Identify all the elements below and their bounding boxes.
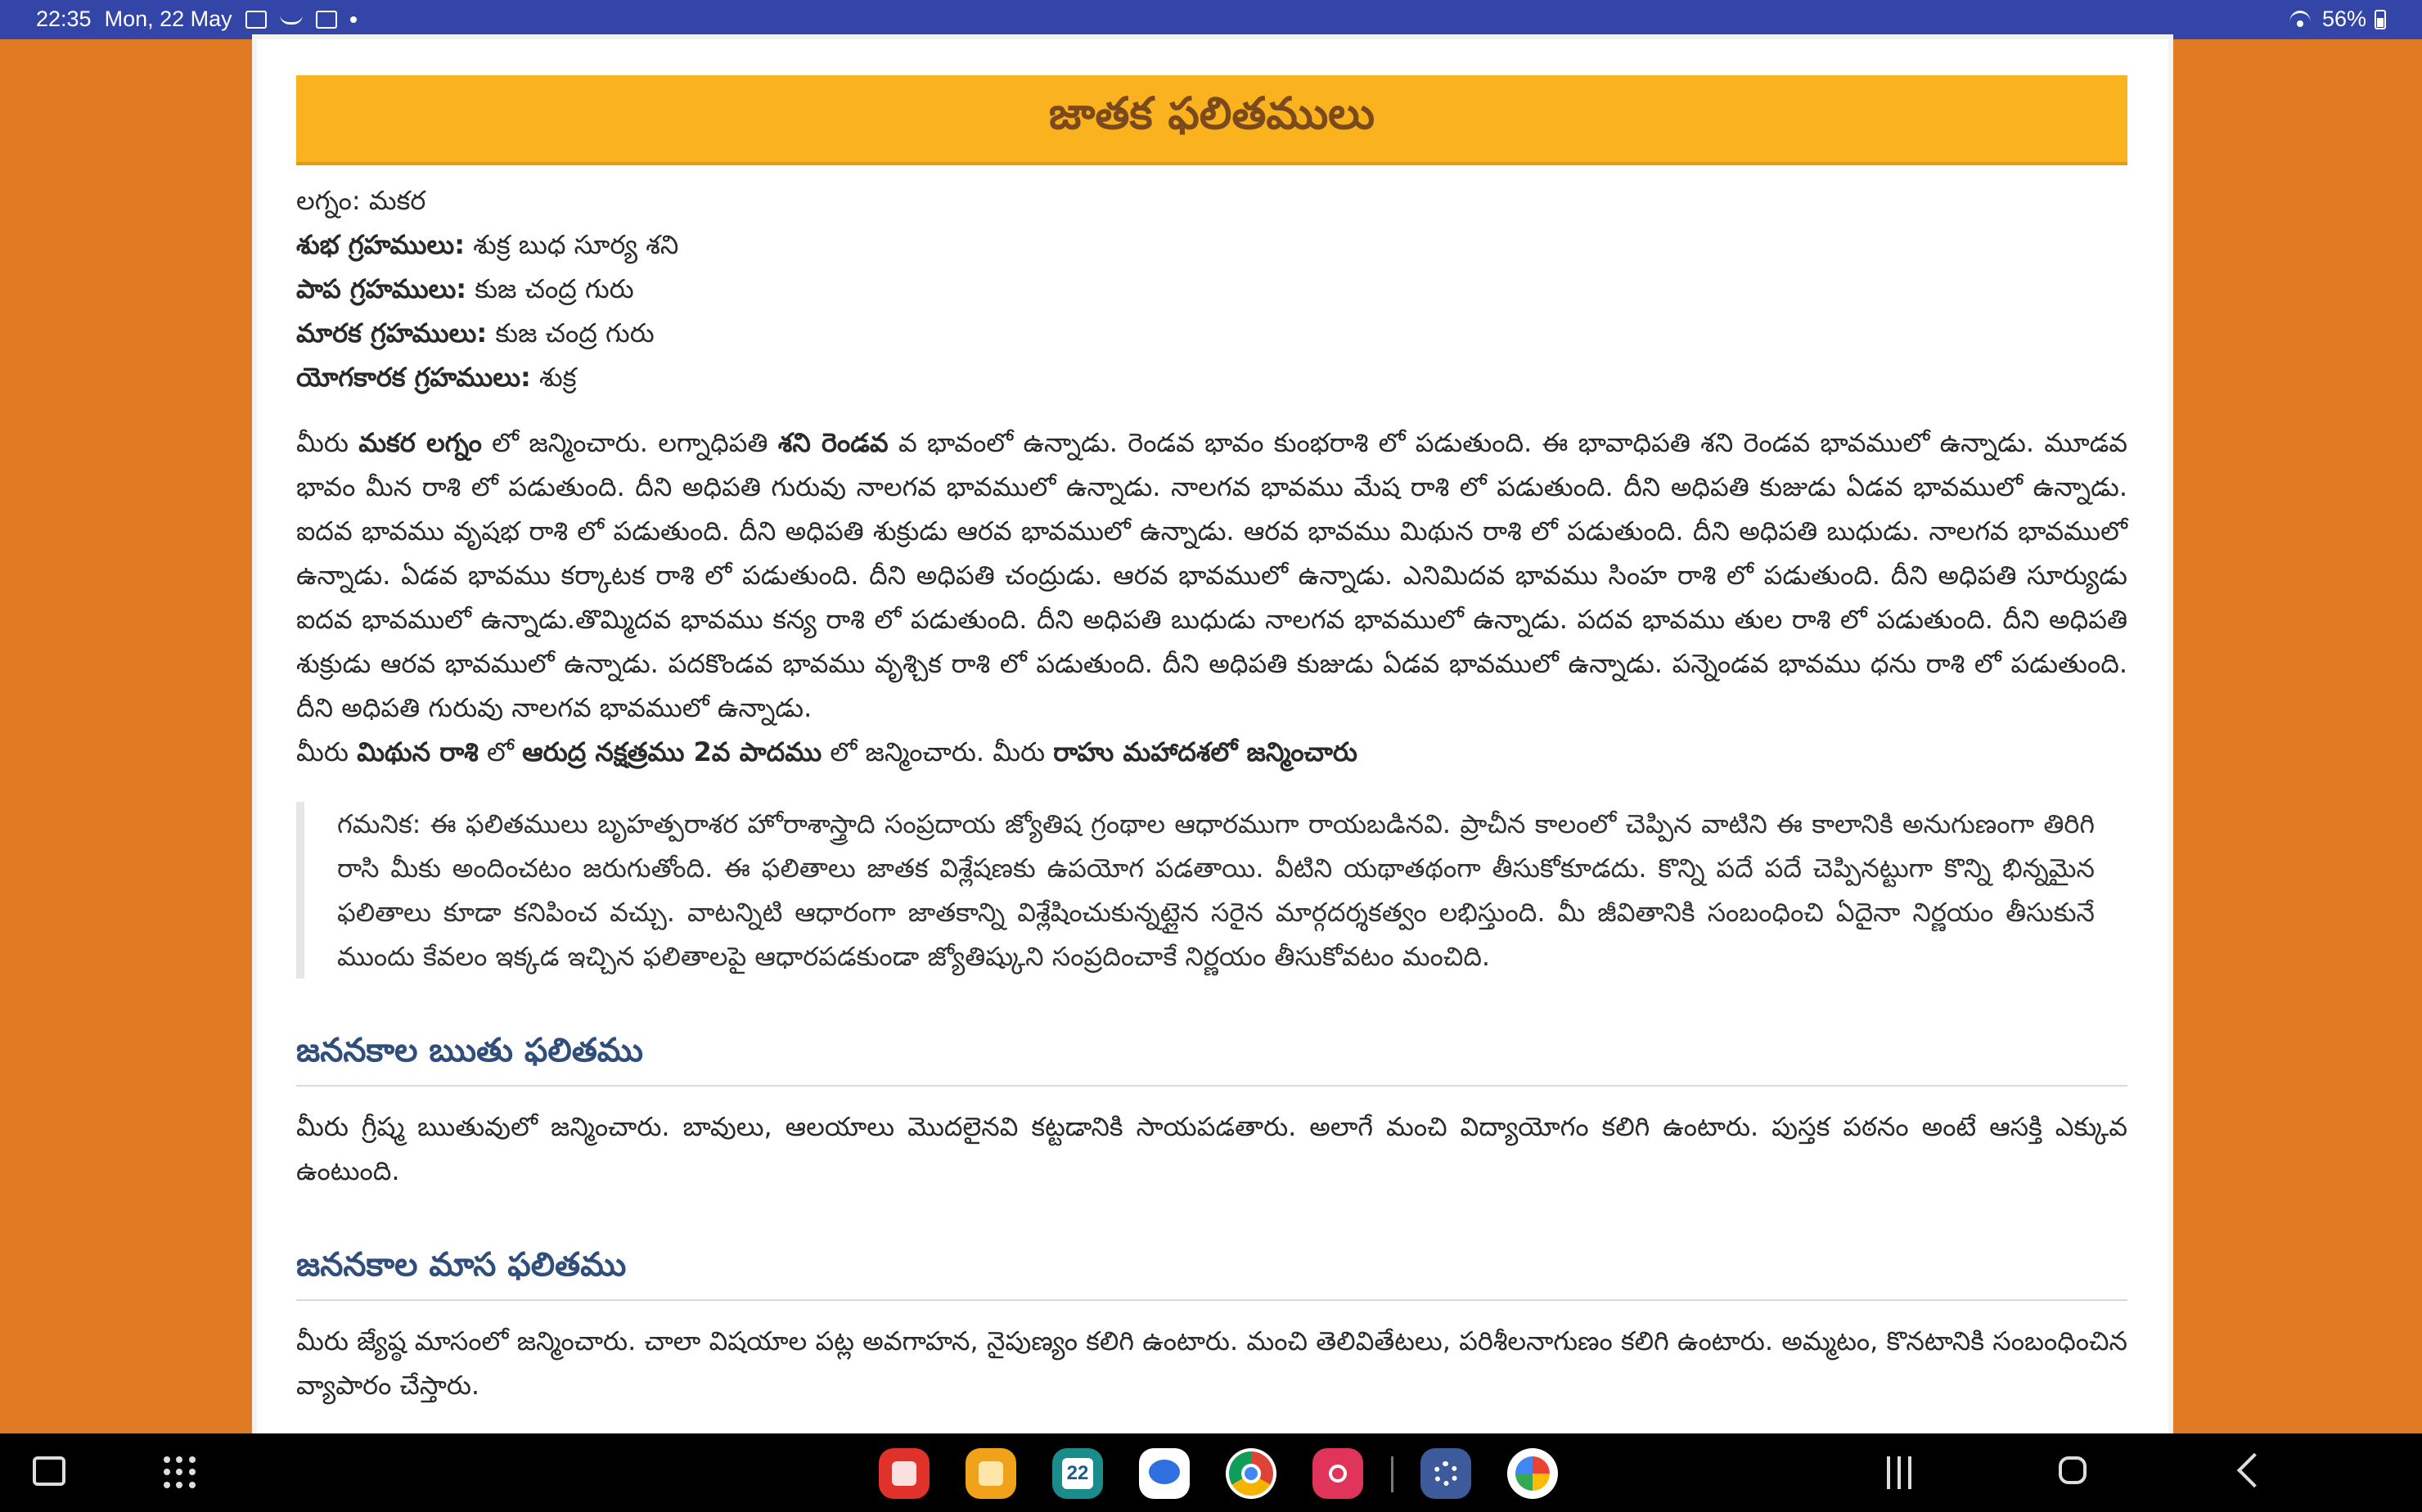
- horoscope-paragraph: [296, 421, 2127, 774]
- para-text: లో జన్మించారు. లగ్నాధిపతి: [481, 427, 778, 458]
- clock: 22:35: [36, 7, 92, 31]
- back-button[interactable]: [2237, 1453, 2271, 1487]
- battery-icon: [2375, 10, 2386, 29]
- flipboard-app-icon[interactable]: [879, 1448, 930, 1499]
- para-text: లో: [478, 736, 523, 767]
- section-text-ritu: మీరు గ్రీష్మ ఋతువులో జన్మించారు. బావులు, ఆలయాలు మొదలైనవి కట్టడానికి సాయపడతారు. అలాగే మంచి విద్యాయోగం కలిగి ఉంటారు. పుస్తక పఠనం అంటే ఆసక్తి ఎక్కువ ఉంటుంది.: [296, 1111, 2127, 1186]
- maraka-label: మారక గ్రహములు:: [296, 317, 488, 349]
- gallery-icon: [245, 11, 267, 29]
- web-page[interactable]: [257, 39, 2168, 1433]
- lagnam-label: లగ్నం:: [296, 185, 361, 216]
- para-bold: శని రెండవ: [777, 427, 889, 458]
- maraka-line: [296, 311, 2127, 355]
- yoga-label: యోగకారక గ్రహములు:: [296, 362, 531, 393]
- page-title: జాతక ఫలితములు: [296, 75, 2127, 165]
- lagnam-value: మకర: [368, 185, 426, 216]
- para-bold: మకర లగ్నం: [358, 427, 482, 458]
- camera-app-icon[interactable]: [1312, 1448, 1363, 1499]
- section-text-masa: మీరు జ్యేష్ఠ మాసంలో జన్మించారు. చాలా విషయాల పట్ల అవగాహన, నైపుణ్యం కలిగి ఉంటారు. మంచి తెలివితేటలు, పరిశీలనాగుణం కలిగి ఉంటారు. అమ్మటం, కొనటానికి సంబంధించిన వ్యాపారం చేస్తారు.: [296, 1325, 2127, 1401]
- wifi-icon: [2289, 9, 2314, 30]
- edge-panel-icon[interactable]: [33, 1456, 65, 1486]
- note-text: గమనిక: ఈ ఫలితములు బృహత్పరాశర హోరాశాస్త్రాది సంప్రదాయ జ్యోతిష గ్రంథాల ఆధారముగా రాయబడినవి. ప్రాచీన కాలంలో చెప్పిన వాటిని ఈ కాలానికి అనుగుణంగా తిరిగి రాసి మీకు అందించటం జరుగుతోంది. ఈ ఫలితాలు జాతక విశ్లేషణకు ఉపయోగ పడతాయి. వీటిని యథాతథంగా తీసుకోకూడదు. కొన్ని పదే పదే చెప్పినట్టుగా కొన్ని భిన్నమైన ఫలితాలు కూడా కనిపించ వచ్చు. వాటన్నిటి ఆధారంగా జాతకాన్ని విశ్లేషించుకున్నట్లైన సరైన మార్గదర్శకత్వం లభిస్తుంది. మీ జీవితానికి సంబంధించి ఏదైనా నిర్ణయం తీసుకునే ముందు కేవలం ఇక్కడ ఇచ్చిన ఫలితాలపై ఆధారపడకుండా జ్యోతిష్కుని సంప్రదించాకే నిర్ణయం తీసుకోవటం మంచిది.: [337, 808, 2095, 972]
- para-bold: మిథున రాశి: [357, 736, 479, 767]
- lagnam-line: [296, 178, 2127, 223]
- battery-percent: 56%: [2321, 7, 2366, 31]
- shubha-value: శుక్ర బుధ సూర్య శని: [473, 229, 679, 260]
- home-button[interactable]: [2059, 1456, 2087, 1484]
- section-heading-ritu: జననకాల ఋతు ఫలితము: [296, 1024, 2127, 1087]
- app-drawer-icon[interactable]: [164, 1456, 196, 1489]
- wave-icon: [280, 15, 303, 25]
- content-area: [296, 178, 2127, 1407]
- calendar-day: 22: [1062, 1458, 1093, 1489]
- section-heading-masa: జననకాల మాస ఫలితము: [296, 1239, 2127, 1301]
- calendar-app-icon[interactable]: [1052, 1448, 1103, 1499]
- disclaimer-note: [296, 802, 2127, 979]
- recents-button[interactable]: [1887, 1456, 1911, 1489]
- shubha-label: శుభ గ్రహములు:: [296, 229, 466, 260]
- yoga-line: [296, 355, 2127, 399]
- messages-app-icon[interactable]: [1139, 1448, 1190, 1499]
- papa-label: పాప గ్రహములు:: [296, 273, 467, 304]
- status-bar: [0, 0, 2422, 39]
- shubha-line: [296, 223, 2127, 267]
- date: Mon, 22 May: [104, 7, 232, 31]
- para-bold: రాహు మహాదశలో జన్మించారు: [1053, 736, 1357, 767]
- yoga-value: శుక్ర: [539, 362, 577, 393]
- image-icon: [316, 11, 337, 29]
- settings-app-icon[interactable]: [1420, 1448, 1471, 1499]
- maraka-value: కుజ చంద్ర గురు: [495, 317, 655, 349]
- photos-app-icon[interactable]: [1507, 1448, 1558, 1499]
- para-text: మీరు: [296, 427, 359, 458]
- dot-icon: [350, 16, 357, 23]
- para-text: మీరు: [296, 736, 358, 767]
- navigation-bar: [0, 1433, 2422, 1512]
- chrome-app-icon[interactable]: [1226, 1448, 1276, 1499]
- papa-line: [296, 267, 2127, 311]
- files-app-icon[interactable]: [966, 1448, 1016, 1499]
- para-text: లో జన్మించారు. మీరు: [822, 736, 1054, 767]
- para-text: వ భావంలో ఉన్నాడు. రెండవ భావం కుంభరాశి లో పడుతుంది. ఈ భావాధిపతి శని రెండవ భావములో ఉన్నాడు. మూడవ భావం మీన రాశి లో పడుతుంది. దీని అధిపతి గురువు నాలగవ భావములో ఉన్నాడు. నాలగవ భావము మేష రాశి లో పడుతుంది. దీని అధిపతి కుజుడు ఏడవ భావములో ఉన్నాడు. ఐదవ భావము వృషభ రాశి లో పడుతుంది. దీని అధిపతి శుక్రుడు ఆరవ భావములో ఉన్నాడు. ఆరవ భావము మిథున రాశి లో పడుతుంది. దీని అధిపతి బుధుడు. నాలగవ భావములో ఉన్నాడు. ఏడవ భావము కర్కాటక రాశి లో పడుతుంది. దీని అధిపతి చంద్రుడు. ఆరవ భావములో ఉన్నాడు. ఎనిమిదవ భావము సింహ రాశి లో పడుతుంది. దీని అధిపతి సూర్యుడు ఐదవ భావములో ఉన్నాడు.తొమ్మిదవ భావము కన్య రాశి లో పడుతుంది. దీని అధిపతి బుధుడు నాలగవ భావములో ఉన్నాడు. పదవ భావము తుల రాశి లో పడుతుంది. దీని అధిపతి శుక్రుడు ఆరవ భావములో ఉన్నాడు. పదకొండవ భావము వృశ్చిక రాశి లో పడుతుంది. దీని అధిపతి కుజుడు ఏడవ భావములో ఉన్నాడు. పన్నెండవ భావము ధను రాశి లో పడుతుంది. దీని అధిపతి గురువు నాలగవ భావములో ఉన్నాడు.: [296, 427, 2127, 723]
- taskbar-divider: [1391, 1456, 1393, 1492]
- para-bold: ఆరుద్ర నక్షత్రము 2వ పాదము: [522, 736, 822, 767]
- papa-value: కుజ చంద్ర గురు: [475, 273, 634, 304]
